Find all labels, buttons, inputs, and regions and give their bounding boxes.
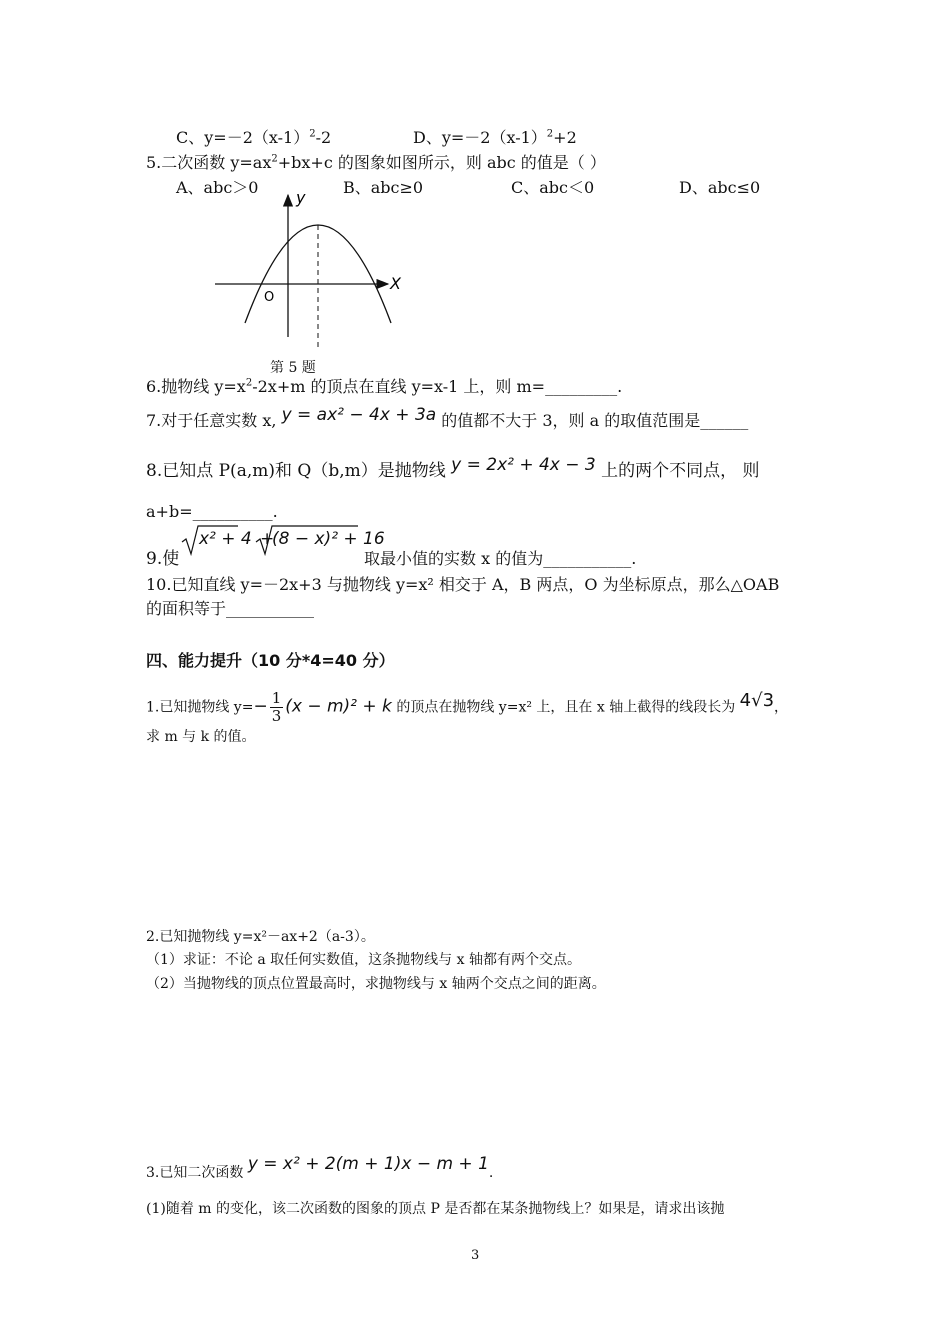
q5-stem: 5.二次函数 $y=ax^2+bx+c$ 的图象如图所示，则 abc 的值是（ ） — [146, 153, 606, 172]
q7: 7.对于任意实数 x, y = ax² − 4x + 3a 的值都不大于 3，则 a 的取值范围是______ — [146, 405, 749, 430]
p3-line2: (1)随着 m 的变化，该二次函数的图象的顶点 P 是否都在某条抛物线上？如果是，请求出该抛 — [146, 1201, 725, 1217]
p1-fraction: $\frac{1}{3}$ — [271, 689, 282, 725]
q8-answer-line: a+b=__________. — [146, 502, 278, 521]
q8: 8.已知点 P(a,m)和 Q（b,m）是抛物线 y = 2x² + 4x − 3 上的两个不同点， 则 — [146, 455, 760, 481]
q5-option-b: B、abc≥0 — [343, 178, 424, 197]
p1-line2: 求 m 与 k 的值。 — [146, 729, 256, 745]
q5-option-c: C、abc＜0 — [511, 178, 595, 197]
q9-radicand-2: (8 − x)² + 16 — [272, 529, 385, 549]
p2-line3: （2）当抛物线的顶点位置最高时，求抛物线与 x 轴两个交点之间的距离。 — [146, 976, 606, 992]
p2-line2: （1）求证：不论 a 取任何实数值，这条抛物线与 x 轴都有两个交点。 — [146, 952, 581, 968]
q10-line1: 10.已知直线 y=－2x+3 与抛物线 y=x² 相交于 A，B 两点，O 为坐标原点，那么△OAB — [146, 575, 780, 594]
q4-option-d: D、$y=-2(x-1)^2+2$ — [413, 128, 577, 147]
q9-prefix: 9.使 — [146, 549, 180, 569]
q6: 6.抛物线 $y=x^2-2x+m$ 的顶点在直线 y=x-1 上，则 m=_________. — [146, 377, 623, 396]
x-axis-label: X — [390, 274, 401, 293]
q10-line2: 的面积等于___________ — [146, 599, 315, 618]
q7-formula: y = ax² − 4x + 3a — [281, 405, 437, 425]
p1-formula: (x − m)² + k — [285, 696, 392, 717]
q9-tail: 取最小值的实数 x 的值为___________. — [364, 549, 637, 568]
p1-line1: 1.已知抛物线 y=− $\frac{1}{3}$ (x − m)² + k 的顶点在抛物线 y=x² 上，且在 x 轴上截得的线段长为 4√3， — [146, 689, 789, 725]
page-number: 3 — [471, 1248, 480, 1263]
q9-radicand-1: x² + 4 — [199, 529, 252, 549]
q9-plus: + — [260, 529, 275, 549]
section-4-title: 四、能力提升（10 分*4=40 分） — [146, 651, 395, 670]
q4-option-c: C、$y=-2(x-1)^2-2$ — [176, 128, 332, 147]
p3-line1: 3.已知二次函数 y = x² + 2(m + 1)x − m + 1. — [146, 1154, 494, 1181]
q5-option-d: D、abc≤0 — [679, 178, 761, 197]
q5-option-a: A、abc＞0 — [176, 178, 259, 197]
q5-figure-caption: 第 5 题 — [270, 360, 316, 376]
q8-formula: y = 2x² + 4x − 3 — [451, 455, 596, 475]
q5-parabola-graph — [205, 185, 420, 360]
p1-result: 4√3 — [739, 689, 775, 711]
origin-label: O — [264, 290, 275, 305]
p2-line1: 2.已知抛物线 y=x²－ax+2（a-3）。 — [146, 929, 375, 945]
p3-formula: y = x² + 2(m + 1)x − m + 1 — [247, 1154, 489, 1174]
y-axis-label: y — [296, 188, 306, 207]
